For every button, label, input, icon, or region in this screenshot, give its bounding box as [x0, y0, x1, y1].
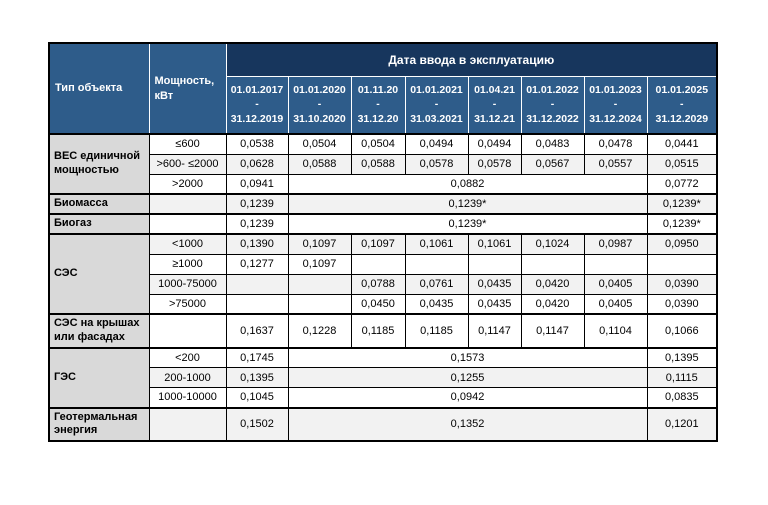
value-cell: 0,0441: [647, 134, 717, 154]
header-date-text: -: [550, 98, 555, 111]
type-cell: Биомасса: [49, 194, 149, 214]
value-cell: 0,1395: [647, 348, 717, 368]
value-cell: 0,1239*: [647, 194, 717, 214]
value-cell: 0,1390: [226, 234, 288, 254]
type-cell: ГЭС: [49, 348, 149, 408]
value-cell: [521, 254, 584, 274]
value-cell: 0,1277: [226, 254, 288, 274]
value-cell: 0,0950: [647, 234, 717, 254]
table-row: [49, 154, 717, 174]
header-type-object: Тип объекта: [49, 43, 149, 134]
header-date-text: 31.12.2022: [526, 113, 579, 126]
power-cell: <1000: [149, 234, 226, 254]
value-cell: 0,1147: [521, 314, 584, 348]
header-date-text: 01.01.2023: [589, 83, 642, 96]
value-cell: 0,0578: [405, 154, 468, 174]
table-row: [49, 294, 717, 314]
value-cell: 0,1352: [288, 408, 647, 442]
value-cell: 0,0941: [226, 174, 288, 194]
header-date-text: -: [613, 98, 618, 111]
header-power-line1: Мощность,: [154, 75, 215, 88]
type-cell: Геотермальная энергия: [49, 408, 149, 442]
power-cell: >75000: [149, 294, 226, 314]
value-cell: 0,0504: [351, 134, 405, 154]
value-cell: 0,0882: [288, 174, 647, 194]
header-date-col-0: [226, 76, 288, 134]
value-cell: 0,0942: [288, 388, 647, 408]
value-cell: 0,0578: [468, 154, 521, 174]
value-cell: 0,1045: [226, 388, 288, 408]
value-cell: 0,1061: [405, 234, 468, 254]
value-cell: 0,1239*: [647, 214, 717, 234]
header-date-text: 31.12.2019: [230, 113, 284, 126]
value-cell: 0,0405: [584, 294, 647, 314]
table-row: [49, 234, 717, 254]
value-cell: 0,0835: [647, 388, 717, 408]
value-cell: 0,0435: [468, 294, 521, 314]
value-cell: 0,1097: [288, 234, 351, 254]
value-cell: 0,1239: [226, 214, 288, 234]
header-date-col-4: [468, 76, 521, 134]
power-cell: 200-1000: [149, 368, 226, 388]
value-cell: 0,0478: [584, 134, 647, 154]
header-date-col-6: [584, 76, 647, 134]
header-date-text: 01.11.20: [357, 83, 399, 96]
value-cell: 0,0515: [647, 154, 717, 174]
header-date-text: -: [317, 98, 322, 111]
value-cell: 0,0420: [521, 274, 584, 294]
value-cell: [288, 294, 351, 314]
value-cell: 0,0538: [226, 134, 288, 154]
value-cell: [405, 254, 468, 274]
value-cell: 0,0494: [405, 134, 468, 154]
power-cell: [149, 194, 226, 214]
value-cell: 0,0588: [351, 154, 405, 174]
value-cell: 0,0557: [584, 154, 647, 174]
value-cell: 0,0390: [647, 294, 717, 314]
table-header: [49, 43, 717, 134]
value-cell: 0,1201: [647, 408, 717, 442]
value-cell: 0,1745: [226, 348, 288, 368]
value-cell: [288, 274, 351, 294]
table-row: [49, 214, 717, 234]
value-cell: 0,0435: [405, 294, 468, 314]
header-date-text: 01.01.2020: [293, 83, 346, 96]
header-power-line2: кВт: [154, 89, 174, 102]
header-band-row: [49, 43, 717, 76]
value-cell: 0,0588: [288, 154, 351, 174]
value-cell: [647, 254, 717, 274]
header-date-text: 01.01.2021: [410, 83, 463, 96]
value-cell: 0,1097: [288, 254, 351, 274]
value-cell: 0,0761: [405, 274, 468, 294]
power-cell: ≥1000: [149, 254, 226, 274]
value-cell: 0,0405: [584, 274, 647, 294]
value-cell: 0,1239*: [288, 194, 647, 214]
value-cell: 0,0567: [521, 154, 584, 174]
table-row: [49, 134, 717, 154]
power-cell: [149, 314, 226, 348]
value-cell: 0,1115: [647, 368, 717, 388]
value-cell: 0,0788: [351, 274, 405, 294]
header-date-col-2: [351, 76, 405, 134]
value-cell: 0,1097: [351, 234, 405, 254]
header-date-text: 01.04.21: [474, 83, 515, 96]
type-cell: Биогаз: [49, 214, 149, 234]
value-cell: 0,0450: [351, 294, 405, 314]
value-cell: 0,1255: [288, 368, 647, 388]
type-cell: СЭС: [49, 234, 149, 314]
header-date-col-1: [288, 76, 351, 134]
value-cell: 0,0420: [521, 294, 584, 314]
header-date-text: -: [376, 98, 380, 111]
power-cell: >600- ≤2000: [149, 154, 226, 174]
value-cell: [226, 274, 288, 294]
header-date-text: -: [680, 98, 684, 111]
power-cell: 1000-75000: [149, 274, 226, 294]
value-cell: 0,1239*: [288, 214, 647, 234]
table-row: [49, 348, 717, 368]
value-cell: 0,0628: [226, 154, 288, 174]
value-cell: 0,0435: [468, 274, 521, 294]
value-cell: 0,1228: [288, 314, 351, 348]
table-row: [49, 408, 717, 442]
value-cell: 0,1239: [226, 194, 288, 214]
value-cell: [226, 294, 288, 314]
value-cell: 0,1185: [405, 314, 468, 348]
value-cell: 0,0987: [584, 234, 647, 254]
table-row: [49, 194, 717, 214]
header-date-text: 31.12.21: [474, 113, 515, 126]
table-row: [49, 368, 717, 388]
header-date-text: -: [492, 98, 497, 111]
value-cell: 0,1185: [351, 314, 405, 348]
value-cell: 0,0504: [288, 134, 351, 154]
value-cell: 0,1147: [468, 314, 521, 348]
power-cell: [149, 214, 226, 234]
value-cell: 0,1573: [288, 348, 647, 368]
power-cell: [149, 408, 226, 442]
header-date-text: 31.12.20: [357, 113, 399, 126]
value-cell: [584, 254, 647, 274]
value-cell: 0,1066: [647, 314, 717, 348]
header-date-text: 31.12.2024: [589, 113, 642, 126]
header-date-col-7: [647, 76, 717, 134]
value-cell: 0,1502: [226, 408, 288, 442]
header-date-band: Дата ввода в эксплуатацию: [226, 43, 717, 76]
table-row: [49, 174, 717, 194]
header-date-text: 31.12.2029: [655, 113, 709, 126]
value-cell: 0,0390: [647, 274, 717, 294]
header-date-col-3: [405, 76, 468, 134]
header-date-text: -: [434, 98, 439, 111]
power-cell: <200: [149, 348, 226, 368]
header-date-text: 31.10.2020: [293, 113, 346, 126]
table-row: [49, 314, 717, 348]
header-date-text: 31.03.2021: [410, 113, 463, 126]
value-cell: 0,1061: [468, 234, 521, 254]
header-date-text: 01.01.2022: [526, 83, 579, 96]
table-body: [49, 134, 717, 441]
value-cell: 0,0483: [521, 134, 584, 154]
table-row: [49, 388, 717, 408]
header-power: [149, 43, 226, 134]
header-date-text: 01.01.2025: [655, 83, 709, 96]
power-cell: ≤600: [149, 134, 226, 154]
value-cell: 0,1395: [226, 368, 288, 388]
header-date-text: 01.01.2017: [230, 83, 284, 96]
value-cell: 0,1637: [226, 314, 288, 348]
power-cell: >2000: [149, 174, 226, 194]
table-row: [49, 274, 717, 294]
type-cell: СЭС на крышах или фасадах: [49, 314, 149, 348]
header-date-text: -: [255, 98, 259, 111]
value-cell: [468, 254, 521, 274]
table-row: [49, 254, 717, 274]
header-date-col-5: [521, 76, 584, 134]
value-cell: 0,0772: [647, 174, 717, 194]
value-cell: 0,0494: [468, 134, 521, 154]
type-cell: ВЕС единичной мощностью: [49, 134, 149, 194]
value-cell: [351, 254, 405, 274]
tariff-table: [48, 42, 718, 442]
value-cell: 0,1024: [521, 234, 584, 254]
value-cell: 0,1104: [584, 314, 647, 348]
power-cell: 1000-10000: [149, 388, 226, 408]
